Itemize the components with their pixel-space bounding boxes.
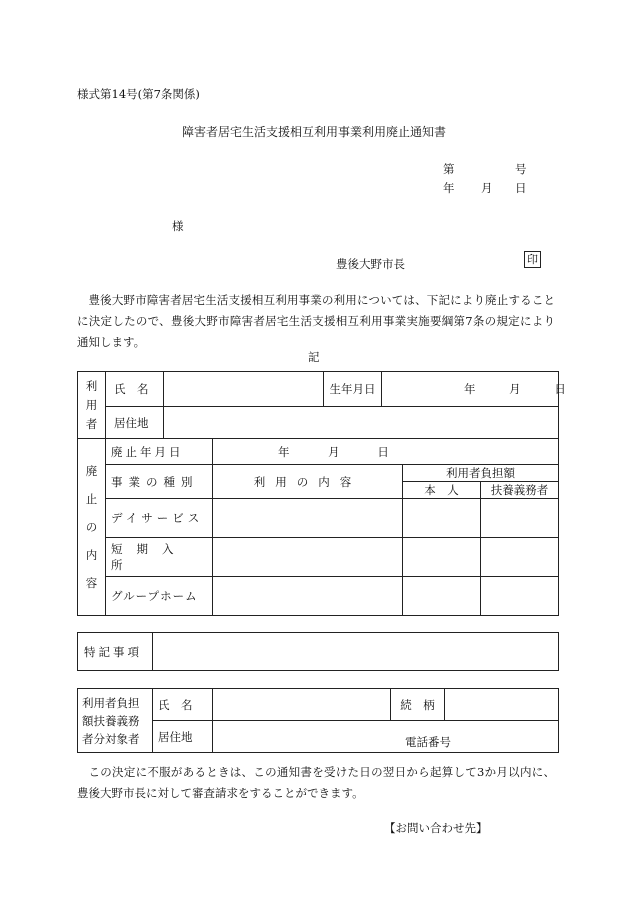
burden-self-short-stay[interactable]: [403, 538, 481, 577]
service-day-service: デイサービス: [106, 499, 213, 538]
relation-field[interactable]: [445, 689, 559, 721]
contact-label: 【お問い合わせ先】: [384, 821, 488, 835]
ki-label: 記: [308, 350, 320, 364]
burden-target-group-label: 利用者負担 額扶養義務 者分対象者: [78, 689, 153, 753]
body-text: 豊後大野市障害者居宅生活支援相互利用事業の利用については、下記により廃止することに決定したので、豊後大野市障害者居宅生活支援相互利用事業実施要綱第7条の規定により通知します。: [77, 293, 555, 349]
issue-date-day: 日: [515, 181, 527, 195]
abolish-table: [77, 438, 559, 616]
birth-date-label: 生年月日: [324, 372, 382, 407]
burden-name-label: 氏 名: [153, 689, 213, 721]
special-notes-field[interactable]: [153, 633, 559, 671]
user-table: [77, 371, 566, 439]
service-group-home: グループホーム: [106, 577, 213, 616]
user-group-label: 利 用 者: [78, 372, 106, 439]
burden-supporter-short-stay[interactable]: [481, 538, 559, 577]
page-title: 障害者居宅生活支援相互利用事業利用廃止通知書: [182, 125, 447, 139]
abolish-group-label: 廃 止 の 内 容: [78, 439, 106, 616]
special-notes-label: 特記事項: [78, 633, 153, 671]
burden-address-field[interactable]: [213, 721, 559, 753]
burden-amount-header: 利用者負担額: [403, 465, 559, 482]
burden-supporter-header: 扶養義務者: [481, 482, 559, 499]
issue-date-year: 年: [443, 181, 455, 195]
burden-self-group-home[interactable]: [403, 577, 481, 616]
content-field-day-service[interactable]: [213, 499, 403, 538]
user-name-label: 氏 名: [106, 372, 164, 407]
form-number: 様式第14号(第7条関係): [77, 87, 200, 101]
usage-content-header: 利用の内容: [213, 465, 403, 499]
abolish-date-label: 廃止年月日: [106, 439, 213, 465]
appeal-text: この決定に不服があるときは、この通知書を受けた日の翌日から起算して3か月以内に、豊後大野市長に対して審査請求をすることができます。: [77, 765, 555, 800]
user-name-field[interactable]: [164, 372, 324, 407]
burden-name-field[interactable]: [213, 689, 391, 721]
burden-target-table: [77, 688, 559, 753]
issue-date-month: 月: [481, 181, 493, 195]
doc-number-suffix: 号: [515, 162, 527, 176]
recipient-suffix: 様: [172, 219, 184, 233]
user-address-label: 居住地: [106, 407, 164, 439]
burden-supporter-group-home[interactable]: [481, 577, 559, 616]
service-short-stay: 短期入所: [106, 538, 213, 577]
doc-number-prefix: 第: [443, 162, 455, 176]
burden-supporter-day-service[interactable]: [481, 499, 559, 538]
content-field-short-stay[interactable]: [213, 538, 403, 577]
issuer-name: 豊後大野市長: [336, 257, 405, 271]
user-address-field[interactable]: [164, 407, 559, 439]
service-type-header: 事業の種別: [106, 465, 213, 499]
birth-date-field[interactable]: 年 月 日: [382, 372, 559, 407]
relation-label: 続 柄: [391, 689, 445, 721]
burden-self-header: 本 人: [403, 482, 481, 499]
special-notes-table: [77, 632, 559, 671]
phone-label: 電話番号: [405, 735, 451, 749]
content-field-group-home[interactable]: [213, 577, 403, 616]
burden-self-day-service[interactable]: [403, 499, 481, 538]
burden-address-label: 居住地: [153, 721, 213, 753]
abolish-date-field[interactable]: 年 月 日: [213, 439, 559, 465]
seal-mark: 印: [524, 251, 541, 268]
